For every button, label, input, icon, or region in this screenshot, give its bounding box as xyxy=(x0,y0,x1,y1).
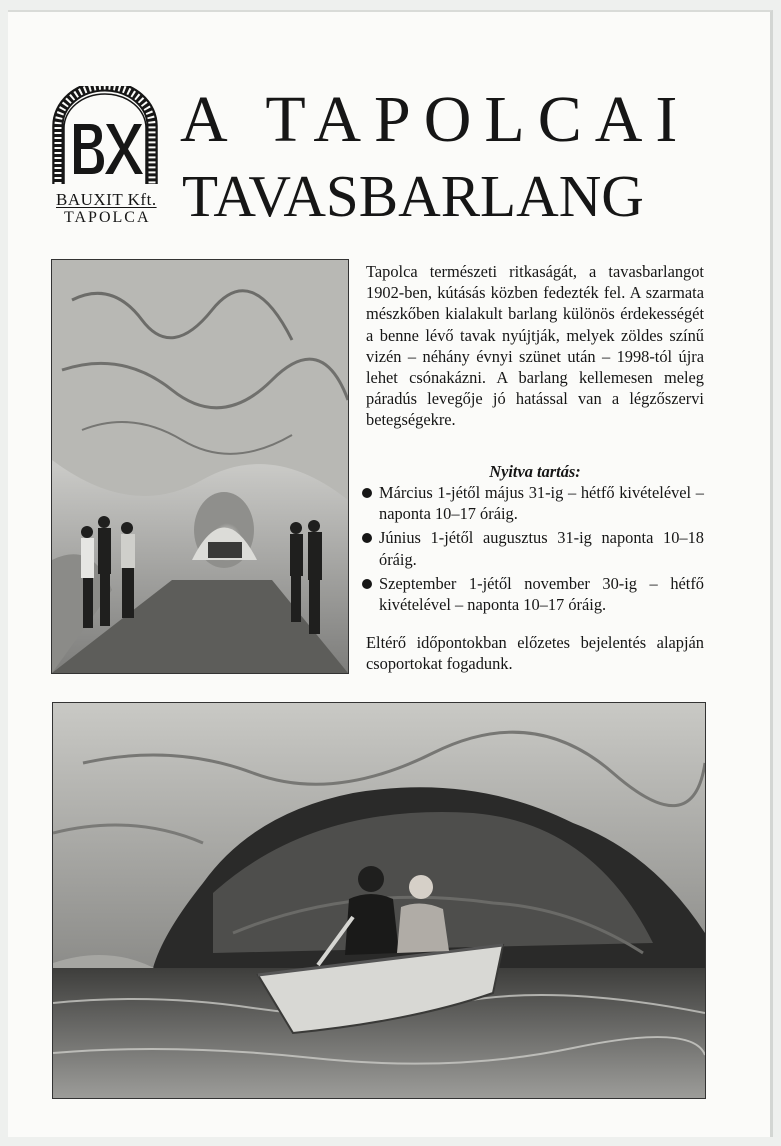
logo-company-name: BAUXIT Kft. xyxy=(56,190,157,209)
bullet-icon xyxy=(362,488,372,498)
bauxit-logo xyxy=(48,86,168,236)
logo-city: TAPOLCA xyxy=(64,209,151,226)
bx-monogram-emblem xyxy=(50,86,160,186)
opening-hours-item xyxy=(362,573,704,615)
bullet-icon xyxy=(362,533,372,543)
opening-hours-text: Június 1-jétől augusztus 31-ig naponta 10–18 óráig. xyxy=(379,528,704,569)
opening-hours-heading: Nyitva tartás: xyxy=(489,462,581,481)
opening-hours-text: Március 1-jétől május 31-ig – hétfő kivételével – naponta 10–17 óráig. xyxy=(379,483,704,524)
bullet-icon xyxy=(362,579,372,589)
cave-corridor-image xyxy=(52,260,348,673)
intro-paragraph: Tapolca természeti ritkaságát, a tavasbarlangot 1902-ben, kútásás közben fedezték fel. A szarmata mészkőben kialakult barlang különös érdekességét a benne lévő tavak nyújtják, melyek zöldes színű vizén – néhány évnyi szünet után – 1998-tól újra lehet csónakázni. A barlang kellemesen meleg páradús levegője jó hatással van a légzőszervi betegségekre. xyxy=(366,262,704,430)
page-title-line-1: A TAPOLCAI xyxy=(180,83,691,156)
page-title-line-2: TAVASBARLANG xyxy=(182,163,644,229)
group-booking-note: Eltérő időpontokban előzetes bejelentés alapján csoportokat fogadunk. xyxy=(366,633,704,674)
cave-lake-boat-photo xyxy=(52,702,706,1099)
opening-hours-item xyxy=(362,527,704,569)
cave-corridor-photo xyxy=(51,259,349,674)
brochure-page xyxy=(8,10,773,1137)
opening-hours-list xyxy=(362,482,704,618)
opening-hours-text: Szeptember 1-jétől november 30-ig – hétfő kivételével – naponta 10–17 óráig. xyxy=(379,573,704,615)
opening-hours-item xyxy=(362,482,704,524)
cave-lake-boat-image xyxy=(53,703,705,1098)
